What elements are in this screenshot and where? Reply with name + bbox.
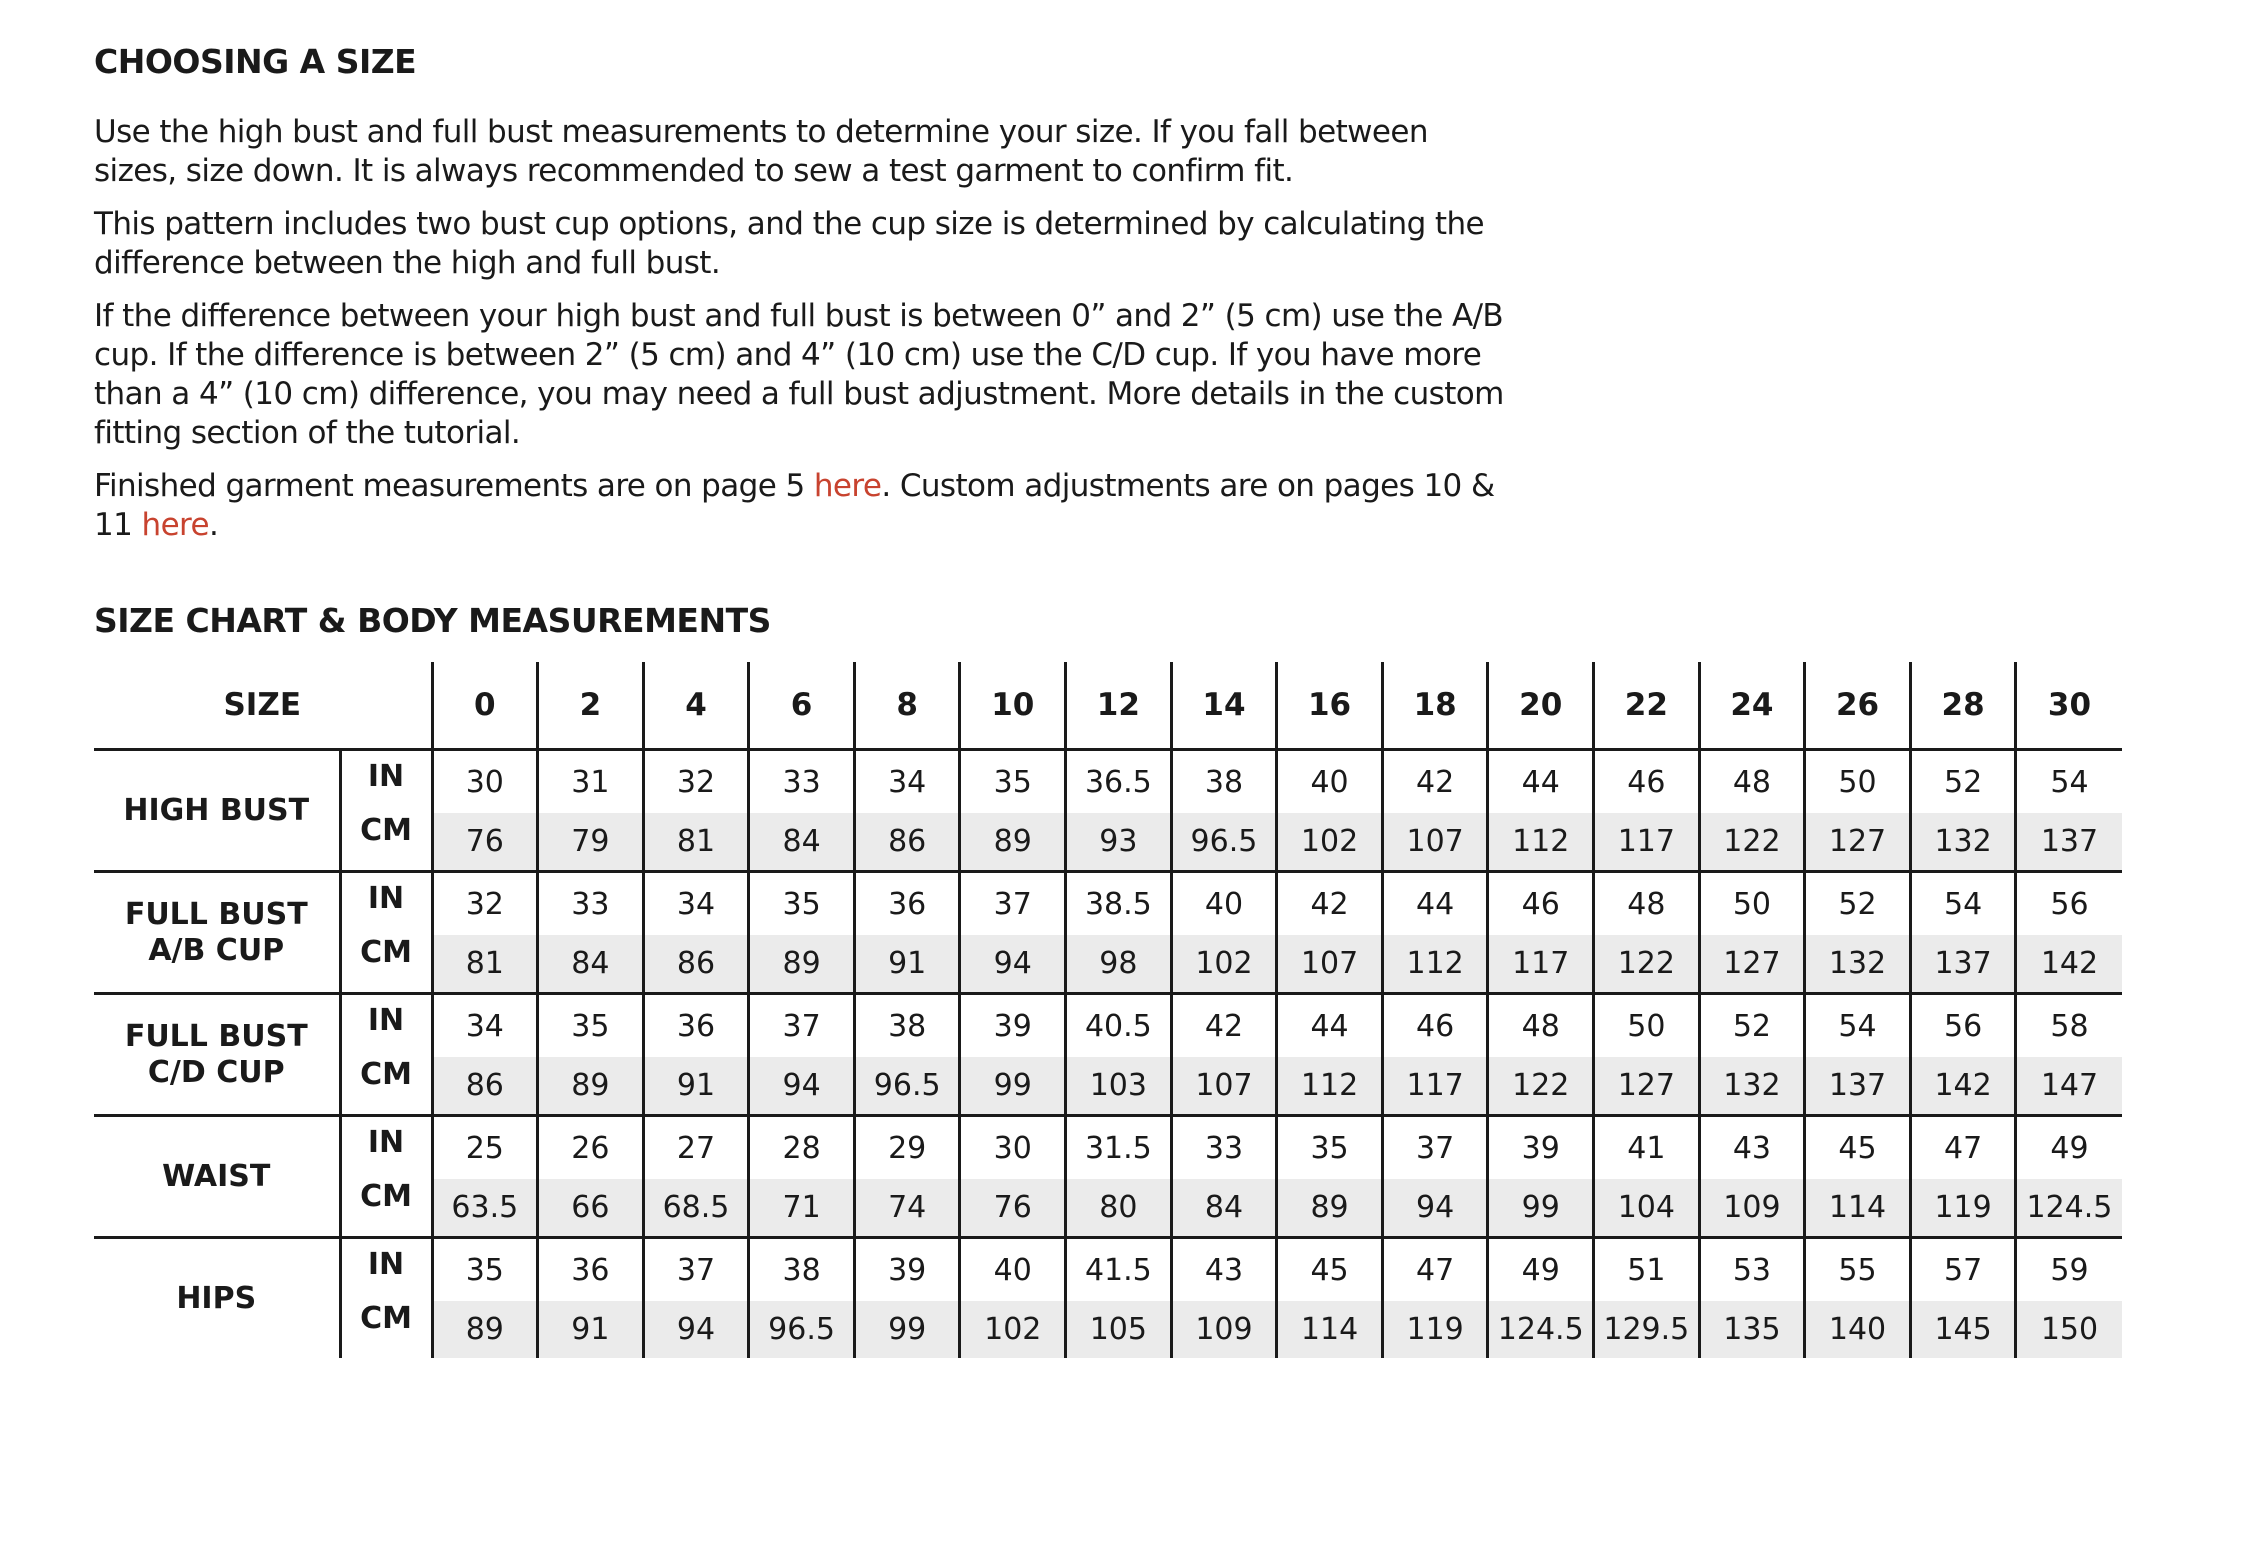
measurement-value: 98 — [1066, 935, 1172, 994]
measurement-value: 71 — [749, 1179, 855, 1238]
measurement-value: 107 — [1277, 935, 1383, 994]
measurement-value: 33 — [538, 872, 644, 936]
measurement-value: 132 — [1699, 1057, 1805, 1116]
measurement-value: 42 — [1277, 872, 1383, 936]
paragraph-4-text-a: Finished garment measurements are on page 5 — [94, 468, 814, 504]
measurement-value: 49 — [2016, 1116, 2122, 1180]
measurement-value: 74 — [854, 1179, 960, 1238]
measurement-value: 36 — [854, 872, 960, 936]
measurement-value: 50 — [1805, 750, 1911, 814]
size-header-cell: 14 — [1171, 662, 1277, 750]
measurement-value: 84 — [749, 813, 855, 872]
measurement-value: 29 — [854, 1116, 960, 1180]
measurement-label: WAIST — [94, 1116, 340, 1238]
measurement-value: 147 — [2016, 1057, 2122, 1116]
measurement-value: 89 — [538, 1057, 644, 1116]
measurement-value: 99 — [1488, 1179, 1594, 1238]
measurement-value: 79 — [538, 813, 644, 872]
measurement-value: 99 — [960, 1057, 1066, 1116]
unit-label-cm: CM — [340, 1301, 432, 1358]
size-header-label: SIZE — [223, 687, 301, 723]
measurement-value: 137 — [1805, 1057, 1911, 1116]
custom-adjustments-link[interactable]: here — [141, 507, 209, 543]
measurement-value: 86 — [643, 935, 749, 994]
measurement-value: 32 — [643, 750, 749, 814]
measurement-value: 40.5 — [1066, 994, 1172, 1058]
measurement-value: 47 — [1382, 1238, 1488, 1302]
unit-label-cm: CM — [340, 1179, 432, 1238]
measurement-value: 45 — [1805, 1116, 1911, 1180]
paragraph-4-text-c: . — [208, 507, 219, 543]
measurement-value: 91 — [538, 1301, 644, 1358]
measurement-value: 26 — [538, 1116, 644, 1180]
measurement-value: 103 — [1066, 1057, 1172, 1116]
measurement-value: 142 — [1910, 1057, 2016, 1116]
measurement-value: 40 — [1171, 872, 1277, 936]
measurement-value: 36.5 — [1066, 750, 1172, 814]
measurement-value: 33 — [749, 750, 855, 814]
measurement-value: 28 — [749, 1116, 855, 1180]
measurement-value: 34 — [854, 750, 960, 814]
measurement-value: 46 — [1488, 872, 1594, 936]
measurement-value: 46 — [1594, 750, 1700, 814]
measurement-value: 91 — [643, 1057, 749, 1116]
measurement-value: 39 — [960, 994, 1066, 1058]
measurement-value: 30 — [960, 1116, 1066, 1180]
measurement-value: 49 — [1488, 1238, 1594, 1302]
size-header-cell: 6 — [749, 662, 855, 750]
measurement-value: 36 — [538, 1238, 644, 1302]
measurement-value: 124.5 — [1488, 1301, 1594, 1358]
measurement-value: 114 — [1805, 1179, 1911, 1238]
paragraph-2: This pattern includes two bust cup options, and the cup size is determined by calculating the difference between the high and full bust. — [94, 206, 1484, 281]
measurement-value: 96.5 — [749, 1301, 855, 1358]
size-header-cell: 16 — [1277, 662, 1383, 750]
measurement-value: 122 — [1699, 813, 1805, 872]
size-header-cell: 2 — [538, 662, 644, 750]
measurement-value: 150 — [2016, 1301, 2122, 1358]
measurement-value: 117 — [1382, 1057, 1488, 1116]
measurement-value: 89 — [432, 1301, 538, 1358]
measurement-value: 50 — [1594, 994, 1700, 1058]
measurement-value: 91 — [854, 935, 960, 994]
unit-label-cm: CM — [340, 813, 432, 872]
measurement-value: 37 — [643, 1238, 749, 1302]
measurement-value: 37 — [1382, 1116, 1488, 1180]
size-header-cell: 30 — [2016, 662, 2122, 750]
measurement-value: 137 — [2016, 813, 2122, 872]
measurement-value: 68.5 — [643, 1179, 749, 1238]
unit-label-in: IN — [340, 872, 432, 936]
measurement-row-cm — [94, 1179, 2122, 1238]
measurement-label: HIGH BUST — [94, 750, 340, 872]
measurement-value: 53 — [1699, 1238, 1805, 1302]
measurement-value: 84 — [1171, 1179, 1277, 1238]
measurement-value: 54 — [1805, 994, 1911, 1058]
measurement-value: 56 — [2016, 872, 2122, 936]
measurement-value: 37 — [749, 994, 855, 1058]
measurement-value: 86 — [854, 813, 960, 872]
size-chart-body — [94, 750, 2122, 1359]
measurement-value: 109 — [1171, 1301, 1277, 1358]
measurement-value: 81 — [643, 813, 749, 872]
measurement-value: 132 — [1910, 813, 2016, 872]
measurement-value: 137 — [1910, 935, 2016, 994]
measurement-value: 76 — [432, 813, 538, 872]
measurement-value: 93 — [1066, 813, 1172, 872]
measurement-value: 102 — [960, 1301, 1066, 1358]
measurement-value: 122 — [1594, 935, 1700, 994]
measurement-value: 50 — [1699, 872, 1805, 936]
measurement-value: 38 — [1171, 750, 1277, 814]
measurement-value: 31.5 — [1066, 1116, 1172, 1180]
measurement-value: 89 — [1277, 1179, 1383, 1238]
size-header-cell: 4 — [643, 662, 749, 750]
measurement-value: 54 — [1910, 872, 2016, 936]
measurement-value: 48 — [1594, 872, 1700, 936]
measurement-value: 109 — [1699, 1179, 1805, 1238]
size-header-cell: 20 — [1488, 662, 1594, 750]
measurement-value: 44 — [1382, 872, 1488, 936]
measurement-value: 39 — [1488, 1116, 1594, 1180]
measurement-value: 44 — [1277, 994, 1383, 1058]
measurement-label: HIPS — [94, 1238, 340, 1359]
measurement-value: 54 — [2016, 750, 2122, 814]
paragraph-3: If the difference between your high bust and full bust is between 0” and 2” (5 cm) use the A/B cup. If the difference is between 2” (5 cm) and 4” (10 cm) use the C/D cup. If you have more than a 4” (10 cm) difference, you may need a full bust adjustment. More details in the custom fitting section of the tutorial. — [94, 298, 1504, 451]
measurement-value: 127 — [1699, 935, 1805, 994]
measurement-value: 66 — [538, 1179, 644, 1238]
measurement-value: 117 — [1488, 935, 1594, 994]
measurement-value: 45 — [1277, 1238, 1383, 1302]
measurement-value: 35 — [960, 750, 1066, 814]
size-header-cell: 12 — [1066, 662, 1172, 750]
paragraph-4-text-b: . Custom adjustments are on pages 10 & 11 — [94, 468, 1495, 543]
choosing-size-heading: CHOOSING A SIZE — [94, 42, 417, 81]
paragraph-1: Use the high bust and full bust measurements to determine your size. If you fall between sizes, size down. It is always recommended to sew a test garment to confirm fit. — [94, 114, 1428, 189]
measurement-row-cm — [94, 1301, 2122, 1358]
measurement-value: 112 — [1382, 935, 1488, 994]
measurement-value: 27 — [643, 1116, 749, 1180]
measurement-value: 94 — [643, 1301, 749, 1358]
measurement-value: 122 — [1488, 1057, 1594, 1116]
measurement-value: 105 — [1066, 1301, 1172, 1358]
measurement-value: 114 — [1277, 1301, 1383, 1358]
unit-label-in: IN — [340, 750, 432, 814]
measurement-row-cm — [94, 813, 2122, 872]
measurement-value: 38 — [749, 1238, 855, 1302]
measurement-value: 40 — [1277, 750, 1383, 814]
measurement-value: 35 — [749, 872, 855, 936]
measurement-value: 107 — [1382, 813, 1488, 872]
measurement-value: 38.5 — [1066, 872, 1172, 936]
measurement-value: 145 — [1910, 1301, 2016, 1358]
size-header-cell: 18 — [1382, 662, 1488, 750]
unit-label-in: IN — [340, 1116, 432, 1180]
size-chart-table — [94, 662, 2122, 1358]
measurement-value: 76 — [960, 1179, 1066, 1238]
measurement-value: 107 — [1171, 1057, 1277, 1116]
measurement-value: 52 — [1699, 994, 1805, 1058]
measurement-row-cm — [94, 935, 2122, 994]
size-header-cell: 8 — [854, 662, 960, 750]
size-header-cell: 28 — [1910, 662, 2016, 750]
measurement-value: 59 — [2016, 1238, 2122, 1302]
measurement-value: 102 — [1277, 813, 1383, 872]
measurement-value: 25 — [432, 1116, 538, 1180]
measurement-value: 104 — [1594, 1179, 1700, 1238]
size-header-cell: 22 — [1594, 662, 1700, 750]
measurement-value: 43 — [1171, 1238, 1277, 1302]
measurement-value: 44 — [1488, 750, 1594, 814]
measurement-row-in — [94, 872, 2122, 936]
measurement-value: 31 — [538, 750, 644, 814]
measurement-value: 52 — [1910, 750, 2016, 814]
measurement-value: 94 — [749, 1057, 855, 1116]
measurement-value: 96.5 — [854, 1057, 960, 1116]
measurement-value: 34 — [643, 872, 749, 936]
measurement-value: 42 — [1171, 994, 1277, 1058]
measurement-value: 32 — [432, 872, 538, 936]
measurement-value: 132 — [1805, 935, 1911, 994]
measurement-value: 35 — [1277, 1116, 1383, 1180]
measurement-value: 42 — [1382, 750, 1488, 814]
measurement-value: 58 — [2016, 994, 2122, 1058]
paragraph-4 — [94, 467, 1514, 545]
measurement-value: 89 — [960, 813, 1066, 872]
measurement-value: 34 — [432, 994, 538, 1058]
measurement-value: 56 — [1910, 994, 2016, 1058]
unit-label-cm: CM — [340, 935, 432, 994]
measurement-row-in — [94, 1116, 2122, 1180]
size-chart-heading: SIZE CHART & BODY MEASUREMENTS — [94, 601, 771, 640]
measurement-value: 46 — [1382, 994, 1488, 1058]
measurement-value: 63.5 — [432, 1179, 538, 1238]
measurement-row-cm — [94, 1057, 2122, 1116]
measurement-value: 41.5 — [1066, 1238, 1172, 1302]
measurement-value: 117 — [1594, 813, 1700, 872]
measurement-value: 37 — [960, 872, 1066, 936]
size-header-cell: 10 — [960, 662, 1066, 750]
measurement-value: 48 — [1699, 750, 1805, 814]
measurement-value: 80 — [1066, 1179, 1172, 1238]
measurement-value: 40 — [960, 1238, 1066, 1302]
page — [94, 42, 2174, 1347]
measurement-value: 140 — [1805, 1301, 1911, 1358]
measurement-value: 35 — [538, 994, 644, 1058]
measurement-value: 99 — [854, 1301, 960, 1358]
measurement-value: 35 — [432, 1238, 538, 1302]
measurement-value: 84 — [538, 935, 644, 994]
measurement-value: 43 — [1699, 1116, 1805, 1180]
finished-measurements-link[interactable]: here — [813, 468, 882, 504]
unit-label-in: IN — [340, 1238, 432, 1302]
measurement-value: 39 — [854, 1238, 960, 1302]
measurement-value: 38 — [854, 994, 960, 1058]
measurement-value: 81 — [432, 935, 538, 994]
measurement-value: 127 — [1805, 813, 1911, 872]
measurement-value: 127 — [1594, 1057, 1700, 1116]
measurement-label: FULL BUST A/B CUP — [94, 872, 340, 994]
measurement-value: 33 — [1171, 1116, 1277, 1180]
measurement-value: 119 — [1910, 1179, 2016, 1238]
measurement-row-in — [94, 994, 2122, 1058]
measurement-value: 129.5 — [1594, 1301, 1700, 1358]
measurement-value: 57 — [1910, 1238, 2016, 1302]
measurement-value: 112 — [1488, 813, 1594, 872]
measurement-value: 135 — [1699, 1301, 1805, 1358]
measurement-value: 124.5 — [2016, 1179, 2122, 1238]
measurement-value: 94 — [1382, 1179, 1488, 1238]
measurement-value: 30 — [432, 750, 538, 814]
measurement-value: 48 — [1488, 994, 1594, 1058]
measurement-value: 119 — [1382, 1301, 1488, 1358]
measurement-value: 52 — [1805, 872, 1911, 936]
intro-text — [94, 113, 1514, 545]
unit-label-cm: CM — [340, 1057, 432, 1116]
measurement-value: 55 — [1805, 1238, 1911, 1302]
size-header-cell: 0 — [432, 662, 538, 750]
measurement-row-in — [94, 1238, 2122, 1302]
measurement-value: 112 — [1277, 1057, 1383, 1116]
measurement-value: 51 — [1594, 1238, 1700, 1302]
size-header-cell: 24 — [1699, 662, 1805, 750]
measurement-row-in — [94, 750, 2122, 814]
measurement-value: 89 — [749, 935, 855, 994]
measurement-value: 86 — [432, 1057, 538, 1116]
size-header-cell: 26 — [1805, 662, 1911, 750]
measurement-value: 41 — [1594, 1116, 1700, 1180]
measurement-label: FULL BUST C/D CUP — [94, 994, 340, 1116]
measurement-value: 142 — [2016, 935, 2122, 994]
measurement-value: 102 — [1171, 935, 1277, 994]
measurement-value: 47 — [1910, 1116, 2016, 1180]
measurement-value: 94 — [960, 935, 1066, 994]
size-header-row — [94, 662, 2122, 750]
unit-label-in: IN — [340, 994, 432, 1058]
measurement-value: 36 — [643, 994, 749, 1058]
measurement-value: 96.5 — [1171, 813, 1277, 872]
